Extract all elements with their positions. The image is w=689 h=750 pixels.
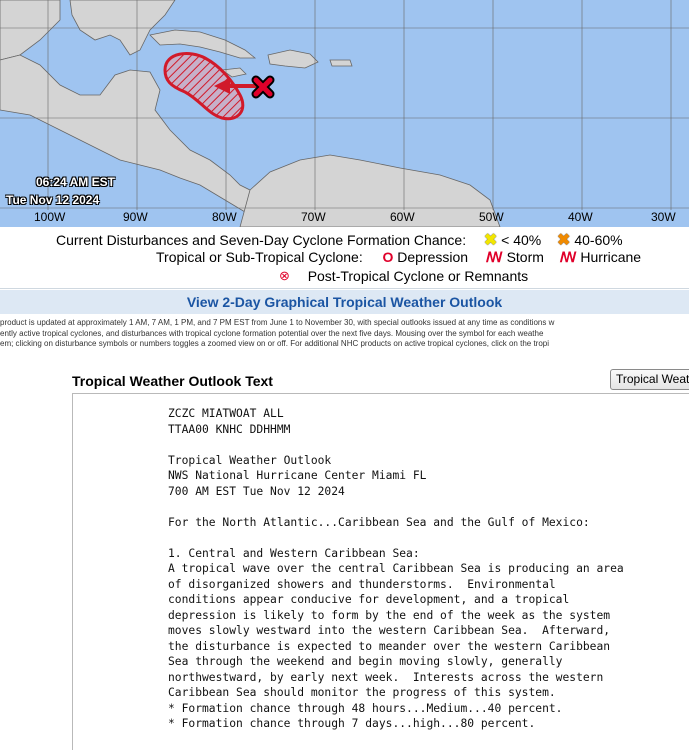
legend-hurricane-label: Hurricane — [580, 249, 642, 266]
longitude-label: 90W — [123, 210, 148, 224]
hurricane-icon: ꟿ — [559, 248, 577, 265]
outlook-text-line: TTAA00 KNHC DDHHMM — [168, 422, 291, 436]
view-2day-outlook-link[interactable]: View 2-Day Graphical Tropical Weather Outlook — [0, 290, 689, 314]
depression-icon: O — [382, 249, 394, 266]
outlook-text-line: 1. Central and Western Caribbean Sea: — [168, 546, 420, 560]
post-tropical-icon: ⊗ — [279, 268, 290, 284]
outlook-text-line: 700 AM EST Tue Nov 12 2024 — [168, 484, 345, 498]
outlook-product-select[interactable]: Tropical Weat — [610, 369, 689, 390]
longitude-label: 60W — [390, 210, 415, 224]
outlook-text-line: of disorganized showers and thunderstorms. Environmental — [168, 577, 556, 591]
land-cuba — [150, 30, 255, 58]
outlook-text-line: ZCZC MIATWOAT ALL — [168, 407, 284, 420]
land-north-america — [0, 0, 60, 60]
tropical-outlook-map[interactable] — [0, 0, 689, 227]
longitude-label: 50W — [479, 210, 504, 224]
legend-low-label: < 40% — [501, 232, 542, 248]
outlook-text — [168, 406, 624, 732]
legend-post-tropical-label: Post-Tropical Cyclone or Remnants — [307, 268, 529, 285]
land-florida-us — [70, 0, 175, 55]
legend-mid-label: 40-60% — [574, 232, 623, 248]
map-graphic — [0, 0, 689, 227]
land-puerto-rico — [330, 60, 352, 66]
map-legend — [0, 227, 689, 289]
legend-row-disturbances — [56, 230, 623, 250]
outlook-text-line: Sea through the weekend and begin moving slowly, generally — [168, 655, 563, 668]
outlook-text-line: the disturbance is expected to meander over the western Caribbean — [168, 639, 611, 653]
longitude-label: 30W — [651, 210, 676, 224]
outlook-text-line: depression is likely to form by the end of the week as the system — [168, 608, 611, 622]
disclaimer-line: product is updated at approximately 1 AM, 7 AM, 1 PM, and 7 PM EST from June 1 to November 30, with special outlooks issued at any time as conditions w — [0, 318, 555, 327]
storm-icon: ꟿ — [485, 248, 503, 265]
outlook-text-line: northwestward, by early next week. Interests across the western — [168, 670, 604, 684]
disclaimer-line: ently active tropical cyclones, and disturbances with tropical cyclone formation potential over the next five days. Mousing over the symbol for each weathe — [0, 328, 544, 338]
outlook-text-line: Tropical Weather Outlook — [168, 453, 332, 467]
outlook-text-box — [72, 393, 689, 750]
outlook-text-line — [168, 437, 624, 453]
land-south-america — [240, 155, 500, 227]
low-chance-x-icon: ✖ — [483, 232, 498, 249]
longitude-label: 40W — [568, 210, 593, 224]
outlook-text-line: NWS National Hurricane Center Miami FL — [168, 469, 427, 482]
outlook-text-line: Caribbean Sea should monitor the progress of this system. — [168, 686, 556, 699]
disclaimer-line: em; clicking on disturbance symbols or numbers toggles a zoomed view on or off. For additional NHC products on active tropical cyclones, click on the tropi — [0, 339, 549, 348]
legend-disturbance-label: Current Disturbances and Seven-Day Cyclone Formation Chance: — [56, 232, 467, 248]
legend-storm-label: Storm — [506, 249, 544, 266]
land-hispaniola — [268, 50, 318, 68]
longitude-label: 70W — [301, 210, 326, 224]
map-time: 06:24 AM EST — [36, 175, 115, 189]
outlook-text-line: A tropical wave over the central Caribbean Sea is producing an area — [168, 562, 624, 575]
legend-depression-label: Depression — [397, 249, 469, 266]
outlook-text-line — [168, 530, 624, 546]
map-date: Tue Nov 12 2024 — [6, 193, 100, 207]
longitude-label: 80W — [212, 210, 237, 224]
longitude-label: 100W — [34, 210, 66, 224]
outlook-text-line: * Formation chance through 7 days...high...80 percent. — [168, 717, 536, 730]
mid-chance-x-icon: ✖ — [557, 232, 571, 249]
product-disclaimer — [0, 318, 689, 350]
outlook-text-line: moves slowly westward into the western Caribbean Sea. Afterward, — [168, 624, 611, 637]
outlook-text-line — [168, 499, 624, 515]
outlook-text-line: For the North Atlantic...Caribbean Sea and the Gulf of Mexico: — [168, 515, 590, 529]
legend-cyclone-label: Tropical or Sub-Tropical Cyclone: — [156, 249, 363, 266]
legend-row-cyclones — [156, 248, 641, 266]
outlook-text-line: * Formation chance through 48 hours...Medium...40 percent. — [168, 701, 563, 715]
outlook-section-title: Tropical Weather Outlook Text — [72, 373, 273, 389]
outlook-text-line: conditions appear conducive for development, and a tropical — [168, 593, 570, 606]
legend-row-post-tropical — [279, 267, 528, 284]
